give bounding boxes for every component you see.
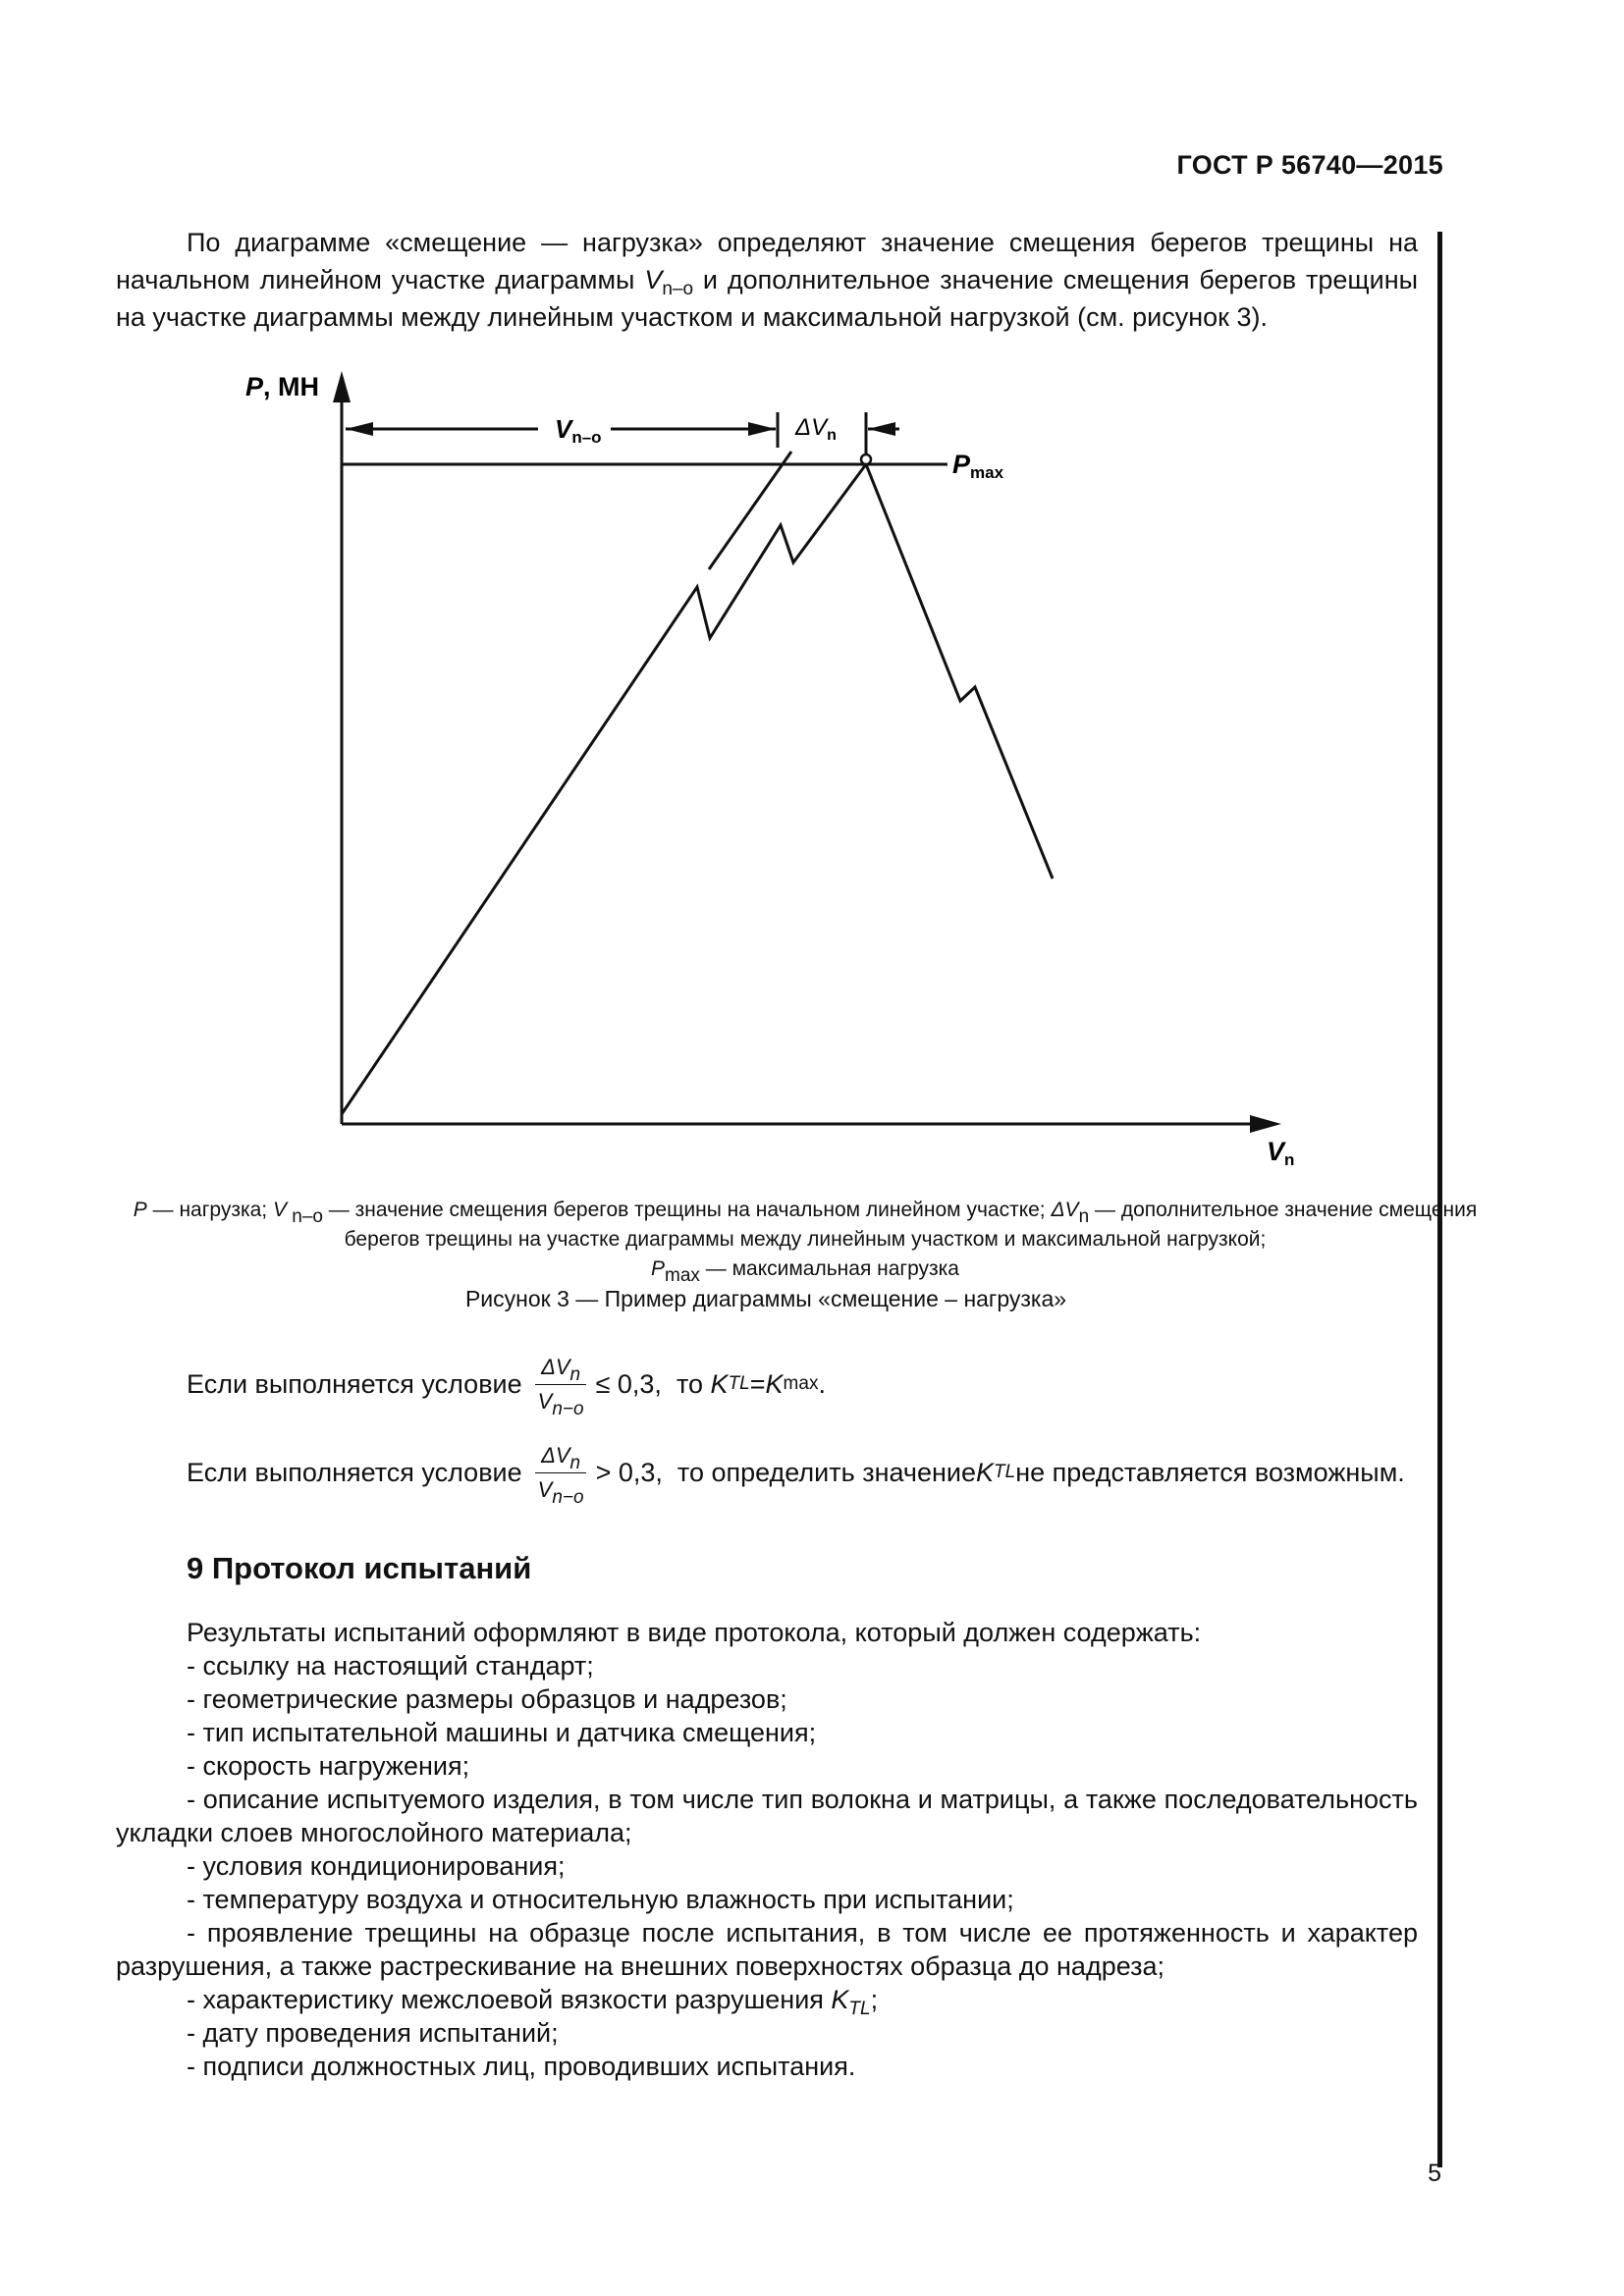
condition-1: Если выполняется условие $\frac{\Delta V_n}{V_{n-o}}$ ≤ 0,3, то K TL = K max . <box>187 1354 826 1419</box>
intro-text-1: По диаграмме «смещение — нагрузка» определяют значение смещения берегов трещины на начальном линейном участке диаграммы <box>116 228 1418 294</box>
c1-den: V <box>537 1388 553 1414</box>
item9-sub: TL <box>848 1999 871 2019</box>
y-axis-arrow <box>333 371 351 402</box>
item9-text: - характеристику межслоевой вязкости разрушения <box>187 1985 832 2014</box>
list-item: - температуру воздуха и относительную влажность при испытании; <box>187 1885 1014 1914</box>
protocol-intro: Результаты испытаний оформляют в виде протокола, который должен содержать: <box>187 1618 1202 1647</box>
intro-sub: n–o <box>662 279 694 299</box>
c1-k2: K <box>765 1368 784 1399</box>
dim-vno-label: Vn–o <box>555 414 602 447</box>
c2-end: не представляется возможным. <box>1015 1457 1405 1487</box>
condition-2 <box>187 1433 1405 1512</box>
c2-den-sub: n−o <box>552 1486 584 1508</box>
figure-title: Рисунок 3 — Пример диаграммы «смещение – нагрузка» <box>464 1286 1067 1311</box>
item9-k: K <box>831 1985 849 2014</box>
legend-vno: V <box>272 1199 287 1221</box>
legend-dvn-text: — дополнительное значение смещения берегов трещины на участке диаграммы между линейным участком и максимальной нагрузкой; <box>344 1199 1478 1251</box>
protocol-list <box>116 1616 1418 2083</box>
condition-1-fraction <box>532 1354 590 1419</box>
c2-then: то определить значение <box>677 1457 976 1487</box>
intro-var: V <box>644 265 663 294</box>
c1-then: то <box>676 1368 704 1399</box>
change-bar-bottom <box>1437 1930 1442 2167</box>
x-axis-label: Vn <box>1267 1137 1295 1169</box>
c1-k: K <box>710 1368 729 1399</box>
pmax-point <box>861 454 871 464</box>
standard-code: ГОСТ Р 56740—2015 <box>1176 150 1443 180</box>
condition-2-prefix: Если выполняется условие <box>187 1457 522 1487</box>
list-item: - ссылку на настоящий стандарт; <box>187 1651 594 1681</box>
linear-extension-line <box>709 452 791 569</box>
c1-den-sub: n−o <box>552 1398 584 1419</box>
list-item: - скорость нагружения; <box>187 1751 470 1781</box>
list-item <box>116 1983 1418 2019</box>
load-curve <box>342 464 1053 1114</box>
list-item: - геометрические размеры образцов и надрезов; <box>187 1684 787 1714</box>
legend-dvn-sub: n <box>1078 1206 1090 1227</box>
y-axis-label: P, МН <box>245 372 320 401</box>
condition-1-prefix: Если выполняется условие <box>187 1368 522 1399</box>
c1-num-sub: n <box>569 1363 581 1385</box>
c2-num: ΔV <box>541 1442 570 1468</box>
dim-dvn-label: $\Delta V_n$ <box>795 414 837 444</box>
list-item: - проявление трещины на образце после испытания, в том числе ее протяженность и характер разрушения, а также растрескивание на внешних поверхностях образца до надреза; <box>116 1918 1418 1981</box>
condition-2-fraction <box>532 1442 590 1508</box>
legend-pmax: P <box>651 1257 666 1280</box>
c1-k-sub: TL <box>728 1373 750 1394</box>
list-item: - подписи должностных лиц, проводивших испытания. <box>187 2052 856 2081</box>
list-item: - описание испытуемого изделия, в том числе тип волокна и матрицы, а также последовательность укладки слоев многослойного материала; <box>116 1785 1418 1847</box>
dim-arrow-dvn <box>868 422 895 436</box>
legend-vno-text: — значение смещения берегов трещины на начальном линейном участке; <box>322 1199 1052 1221</box>
c2-k-sub: TL <box>994 1462 1016 1482</box>
legend-pmax-text: — максимальная нагрузка <box>699 1257 959 1280</box>
dim-arrow-left <box>346 422 373 436</box>
c1-eq: = <box>749 1368 766 1399</box>
figure-legend <box>118 1196 1492 1284</box>
legend-pmax-sub: max <box>665 1265 700 1286</box>
c2-num-sub: n <box>569 1452 581 1473</box>
displacement-load-diagram <box>0 353 1624 1217</box>
c2-den: V <box>537 1476 553 1502</box>
item9-end: ; <box>870 1985 879 2014</box>
legend-dvn: ΔV <box>1051 1199 1079 1221</box>
intro-text-2: и дополнительное значение смещения берегов трещины на участке диаграммы между линейным участком и максимальной нагрузкой (см. рисунок 3). <box>116 265 1419 332</box>
page-number: 5 <box>1428 2160 1441 2187</box>
legend-vno-sub: n–o <box>286 1206 323 1227</box>
c1-num: ΔV <box>541 1354 570 1379</box>
legend-p: P <box>133 1199 147 1221</box>
intro-paragraph <box>116 224 1418 336</box>
list-item: - условия кондиционирования; <box>187 1851 566 1881</box>
dim-arrow-right <box>748 422 776 436</box>
c1-end: . <box>818 1368 826 1399</box>
pmax-label: Pmax <box>952 450 1004 482</box>
list-item: - дату проведения испытаний; <box>187 2018 559 2048</box>
c1-rel: ≤ 0,3, <box>595 1368 662 1399</box>
legend-p-text: — нагрузка; <box>146 1199 273 1221</box>
section-title: 9 Протокол испытаний <box>187 1551 532 1585</box>
c2-k: K <box>976 1457 995 1487</box>
c2-rel: > 0,3, <box>595 1457 663 1487</box>
list-item: - тип испытательной машины и датчика смещения; <box>187 1718 817 1747</box>
x-axis-arrow <box>1250 1115 1281 1133</box>
